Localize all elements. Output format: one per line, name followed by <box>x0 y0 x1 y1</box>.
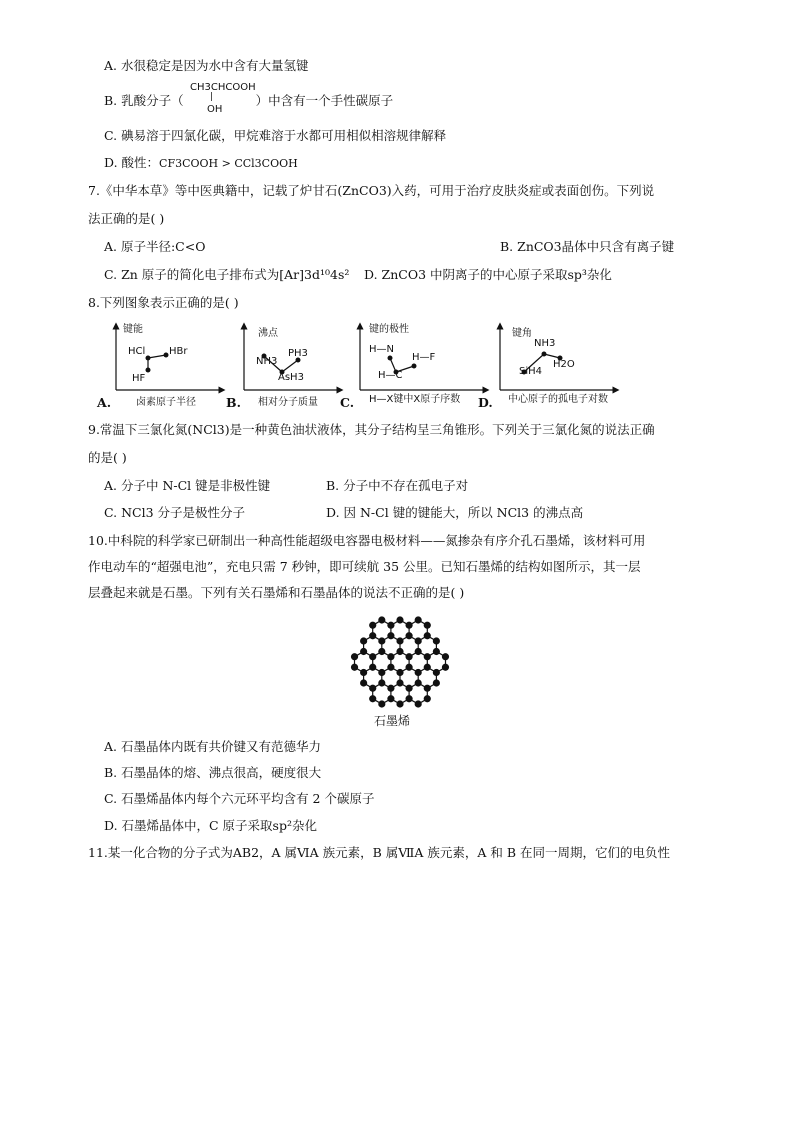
graph-d-ylabel: 键角 <box>512 328 532 339</box>
carbon-atom <box>369 664 376 671</box>
q6-option-d-formula: CF3COOH > CCl3COOH <box>159 157 298 170</box>
q6-option-b-suffix: ）中含有一个手性碳原子 <box>255 93 394 108</box>
q10-stem-line2: 作电动车的“超强电池”，充电只需 7 秒钟，即可续航 35 公里。已知石墨烯的结构如图所示，其一层 <box>88 559 641 574</box>
graph-b-point-2: PH3 <box>288 348 308 359</box>
carbon-atom <box>378 669 385 676</box>
graph-c-letter: C. <box>340 395 355 410</box>
carbon-atom <box>433 679 440 686</box>
graph-a-point-3: HF <box>132 373 146 384</box>
q10-option-b: B. 石墨晶体的熔、沸点很高，硬度很大 <box>104 765 322 780</box>
q11-stem-line1: 11.某一化合物的分子式为AB2，A 属ⅥA 族元素，B 属ⅦA 族元素，A 和 B 在同一周期，它们的电负性 <box>88 845 671 860</box>
q10-option-c: C. 石墨烯晶体内每个六元环平均含有 2 个碳原子 <box>104 791 375 806</box>
lactic-acid-formula-top: CH3CHCOOH <box>190 82 256 93</box>
lactic-acid-formula-bottom: OH <box>207 104 223 115</box>
carbon-atom <box>405 685 412 692</box>
carbon-atom <box>387 653 394 660</box>
carbon-atom <box>378 616 385 623</box>
q9-option-d: D. 因 N-Cl 键的键能大，所以 NCl3 的沸点高 <box>326 505 584 520</box>
carbon-atom <box>424 695 431 702</box>
q7-option-b: B. ZnCO3晶体中只含有离子键 <box>500 239 675 254</box>
carbon-atom <box>351 664 358 671</box>
q10-stem-line3: 层叠起来就是石墨。下列有关石墨烯和石墨晶体的说法不正确的是( ) <box>88 585 465 600</box>
carbon-atom <box>396 616 403 623</box>
carbon-atom <box>396 700 403 707</box>
q6-option-b <box>104 92 393 110</box>
carbon-atom <box>378 637 385 644</box>
graph-b-xlabel: 相对分子质量 <box>258 397 318 408</box>
carbon-atom <box>415 700 422 707</box>
graph-c-point-3: H—C <box>378 370 403 381</box>
graphene-structure-figure <box>340 606 460 710</box>
q8-stem: 8.下列图象表示正确的是( ) <box>88 295 239 310</box>
graph-c-point-1: H—N <box>369 344 394 355</box>
carbon-atom <box>405 653 412 660</box>
carbon-atom <box>424 622 431 629</box>
carbon-atom <box>351 653 358 660</box>
carbon-atom <box>396 679 403 686</box>
graph-d-point-2: SiH4 <box>519 366 543 377</box>
carbon-atom <box>396 648 403 655</box>
carbon-atom <box>415 637 422 644</box>
carbon-atom <box>424 664 431 671</box>
carbon-atom <box>433 648 440 655</box>
q10-stem-line1: 10.中科院的科学家已研制出一种高性能超级电容器电极材料——氮掺杂有序介孔石墨烯，该材料可用 <box>88 533 646 548</box>
carbon-atom <box>378 679 385 686</box>
carbon-atom <box>360 669 367 676</box>
carbon-atom <box>405 664 412 671</box>
carbon-atom <box>360 648 367 655</box>
carbon-atom <box>396 669 403 676</box>
graph-d-axes <box>480 322 620 394</box>
q6-option-c: C. 碘易溶于四氯化碳，甲烷难溶于水都可用相似相溶规律解释 <box>104 128 447 143</box>
carbon-atom <box>415 648 422 655</box>
q6-option-d-prefix: D. 酸性： <box>104 155 160 170</box>
graph-b-letter: B. <box>226 395 241 410</box>
q6-option-b-prefix: B. 乳酸分子（ <box>104 93 184 108</box>
q7-stem-line1: 7.《中华本草》等中医典籍中，记载了炉甘石(ZnCO3)入药，可用于治疗皮肤炎症或表面创伤。下列说 <box>88 183 655 198</box>
carbon-atom <box>369 632 376 639</box>
q10-option-a: A. 石墨晶体内既有共价键又有范德华力 <box>104 739 321 754</box>
graphene-caption: 石墨烯 <box>374 714 411 728</box>
carbon-atom <box>415 679 422 686</box>
graph-a-ylabel: 键能 <box>123 324 143 335</box>
carbon-atom <box>369 653 376 660</box>
carbon-atom <box>433 637 440 644</box>
carbon-atom <box>387 664 394 671</box>
q9-option-a: A. 分子中 N-Cl 键是非极性键 <box>104 478 271 493</box>
graph-c-xlabel: H—X键中X原子序数 <box>369 394 461 405</box>
graph-c-point-2: H—F <box>412 352 436 363</box>
graph-a-letter: A. <box>97 395 112 410</box>
q7-option-c: C. Zn 原子的简化电子排布式为[Ar]3d¹⁰4s² <box>104 267 350 282</box>
q9-option-b: B. 分子中不存在孤电子对 <box>326 478 469 493</box>
graph-b-point-1: NH3 <box>256 356 278 367</box>
q10-option-d: D. 石墨烯晶体中，C 原子采取sp²杂化 <box>104 818 317 833</box>
carbon-atom <box>396 637 403 644</box>
carbon-atom <box>442 653 449 660</box>
carbon-atom <box>405 622 412 629</box>
carbon-atom <box>360 637 367 644</box>
graph-a-point-2: HBr <box>169 346 188 357</box>
graph-a-axes <box>96 322 226 394</box>
graph-c-ylabel: 键的极性 <box>369 324 409 335</box>
graph-d-letter: D. <box>478 395 493 410</box>
carbon-atom <box>424 653 431 660</box>
carbon-atom <box>405 695 412 702</box>
graph-a-point-1: HCl <box>128 346 146 357</box>
q9-stem-line1: 9.常温下三氯化氮(NCl3)是一种黄色油状液体，其分子结构呈三角锥形。下列关于三氯化氮的说法正确 <box>88 422 655 437</box>
carbon-atom <box>369 695 376 702</box>
q7-option-a: A. 原子半径:C<O <box>104 239 206 254</box>
carbon-atom <box>433 669 440 676</box>
q6-option-a: A. 水很稳定是因为水中含有大量氢键 <box>104 58 309 73</box>
carbon-atom <box>424 685 431 692</box>
carbon-atom <box>415 616 422 623</box>
graph-d-point-1: NH3 <box>534 338 556 349</box>
q7-option-d: D. ZnCO3 中阴离子的中心原子采取sp³杂化 <box>364 267 612 282</box>
carbon-atom <box>387 622 394 629</box>
carbon-atom <box>387 695 394 702</box>
carbon-atom <box>378 648 385 655</box>
carbon-atom <box>360 679 367 686</box>
lactic-acid-bond: | <box>210 92 214 102</box>
q9-option-c: C. NCl3 分子是极性分子 <box>104 505 245 520</box>
carbon-atom <box>369 685 376 692</box>
carbon-atom <box>387 685 394 692</box>
graph-d-xlabel: 中心原子的孤电子对数 <box>508 394 608 405</box>
q6-option-d <box>104 154 298 173</box>
carbon-atom <box>405 632 412 639</box>
graph-b-axes <box>224 322 344 394</box>
carbon-atom <box>424 632 431 639</box>
q9-stem-line2: 的是( ) <box>88 450 127 465</box>
graph-d-point-3: H2O <box>553 359 575 370</box>
graph-a-xlabel: 卤素原子半径 <box>136 397 196 408</box>
carbon-atom <box>442 664 449 671</box>
graph-b-ylabel: 沸点 <box>258 328 278 339</box>
q7-stem-line2: 法正确的是( ) <box>88 211 165 226</box>
carbon-atom <box>378 700 385 707</box>
carbon-atom <box>415 669 422 676</box>
graph-b-point-3: AsH3 <box>278 372 304 383</box>
carbon-atom <box>369 622 376 629</box>
carbon-atom <box>387 632 394 639</box>
